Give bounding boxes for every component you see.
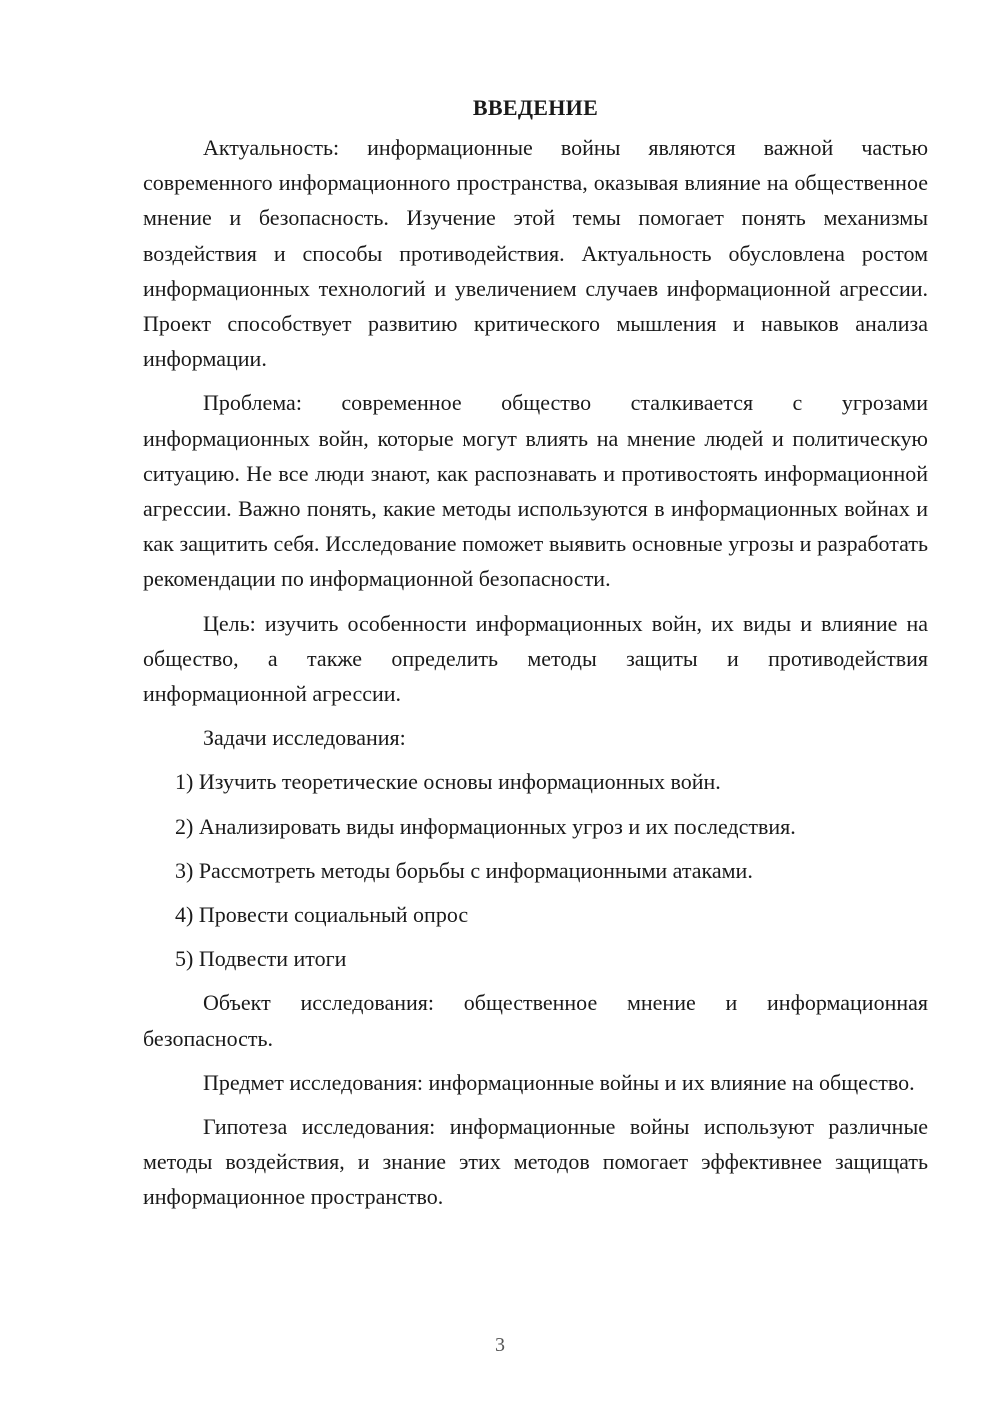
list-item: 2) Анализировать виды информационных угроз и их последствия. xyxy=(175,813,796,839)
list-item: 5) Подвести итоги xyxy=(175,946,347,972)
list-item: 1) Изучить теоретические основы информационных войн. xyxy=(175,769,721,795)
paragraph-subject: Предмет исследования: информационные войны и их влияние на общество. xyxy=(203,1069,915,1095)
page-number: 3 xyxy=(495,1334,505,1356)
tasks-list xyxy=(143,764,928,976)
paragraph-goal: Цель: изучить особенности информационных войн, их виды и влияние на общество, а также определить методы защиты и противодействия информационной агрессии. xyxy=(143,610,928,707)
paragraph-problem: Проблема: современное общество сталкивается с угрозами информационных войн, которые могут влиять на мнение людей и политическую ситуацию. Не все люди знают, как распознавать и противостоять информационной агрессии. Важно понять, какие методы используются в информационных войнах и как защитить себя. Исследование поможет выявить основные угрозы и разработать рекомендации по информационной безопасности. xyxy=(143,390,928,592)
document-title: ВВЕДЕНИЕ xyxy=(472,95,599,120)
list-item: 4) Провести социальный опрос xyxy=(175,902,469,928)
document-page xyxy=(143,90,928,1224)
list-item: 3) Рассмотреть методы борьбы с информационными атаками. xyxy=(175,857,753,883)
paragraph-object: Объект исследования: общественное мнение и информационная безопасность. xyxy=(143,990,928,1051)
paragraph-relevance: Актуальность: информационные войны являются важной частью современного информационного пространства, оказывая влияние на общественное мнение и безопасность. Изучение этой темы помогает понять механизмы воздействия и способы противодействия. Актуальность обусловлена ростом информационных технологий и увеличением случаев информационной агрессии. Проект способствует развитию критического мышления и навыков анализа информации. xyxy=(143,135,928,372)
tasks-heading: Задачи исследования: xyxy=(203,725,406,751)
paragraph-hypothesis: Гипотеза исследования: информационные войны используют различные методы воздействия, и знание этих методов помогает эффективнее защищать информационное пространство. xyxy=(143,1114,928,1210)
